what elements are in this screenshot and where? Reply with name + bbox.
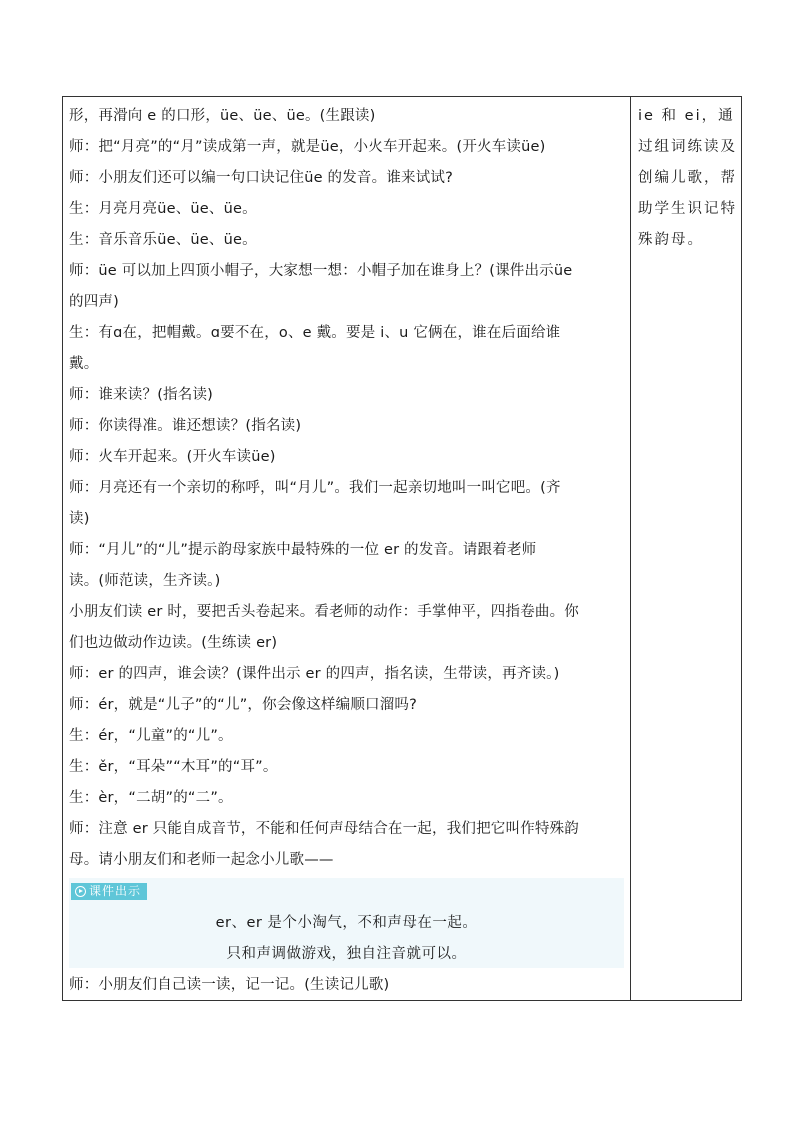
text-line: 形，再滑向 e 的口形，üe、üe、üe。(生跟读) [69, 108, 376, 124]
text-line: 生：月亮月亮üe、üe、üe。 [69, 201, 257, 217]
text-line: 师：谁来读？(指名读) [69, 387, 214, 403]
side-line: 过组词练读及 [638, 139, 737, 155]
text-line: 师：小朋友们还可以编一句口诀记住üe 的发音。谁来试试? [69, 170, 454, 186]
text-line: 师：“月儿”的“儿”提示韵母家族中最特殊的一位 er 的发音。请跟着老师 [69, 542, 537, 558]
text-line: 的四声) [69, 294, 119, 310]
teaching-process-column [63, 97, 630, 1001]
text-line: 生：ěr，“耳朵”“木耳”的“耳”。 [69, 759, 278, 775]
text-line: 们也边做动作边读。(生练读 er) [69, 635, 278, 651]
text-line: 母。请小朋友们和老师一起念小儿歌—— [69, 852, 334, 868]
text-line: 师：üe 可以加上四顶小帽子，大家想一想：小帽子加在谁身上？(课件出示üe [69, 263, 573, 279]
rhyme-line: er、er 是个小淘气，不和声母在一起。 [215, 915, 478, 931]
courseware-tag [71, 883, 147, 900]
text-line: 读) [69, 511, 90, 527]
courseware-rhyme [69, 908, 624, 970]
text-line: 生：音乐音乐üe、üe、üe。 [69, 232, 257, 248]
text-line: 师：月亮还有一个亲切的称呼，叫“月儿”。我们一起亲切地叫一叫它吧。(齐 [69, 480, 561, 496]
courseware-box [69, 878, 624, 968]
courseware-label: 课件出示 [89, 884, 142, 898]
text-line: 生：èr，“二胡”的“二”。 [69, 790, 233, 806]
text-line: 师：小朋友们自己读一读，记一记。(生读记儿歌) [69, 977, 390, 993]
text-line: 师：把“月亮”的“月”读成第一声，就是üe，小火车开起来。(开火车读üe) [69, 139, 546, 155]
text-line: 生：ér，“儿童”的“儿”。 [69, 728, 233, 744]
text-line: 戴。 [69, 356, 99, 372]
text-line: 师：ér，就是“儿子”的“儿”，你会像这样编顺口溜吗? [69, 697, 418, 713]
side-line: 殊韵母。 [638, 232, 704, 248]
side-line: 助学生识记特 [638, 201, 737, 217]
rhyme-line: 只和声调做游戏，独自注音就可以。 [226, 946, 467, 962]
text-line: 师：注意 er 只能自成音节，不能和任何声母结合在一起，我们把它叫作特殊韵 [69, 821, 579, 837]
play-icon [75, 886, 86, 897]
text-line: 小朋友们读 er 时，要把舌头卷起来。看老师的动作：手掌伸平，四指卷曲。你 [69, 604, 579, 620]
text-line: 读。(师范读，生齐读。) [69, 573, 221, 589]
side-line: 创编儿歌，帮 [638, 170, 737, 186]
text-line: 生：有ɑ在，把帽戴。ɑ要不在，o、e 戴。要是 i、u 它俩在，谁在后面给谁 [69, 325, 561, 341]
design-intent-column [631, 97, 742, 256]
side-line: ie 和 ei，通 [638, 108, 735, 124]
text-line: 师：你读得准。谁还想读？(指名读) [69, 418, 302, 434]
text-line: 师：火车开起来。(开火车读üe) [69, 449, 276, 465]
text-line: 师：er 的四声，谁会读？(课件出示 er 的四声，指名读，生带读，再齐读。) [69, 666, 560, 682]
lesson-table [62, 96, 742, 1001]
